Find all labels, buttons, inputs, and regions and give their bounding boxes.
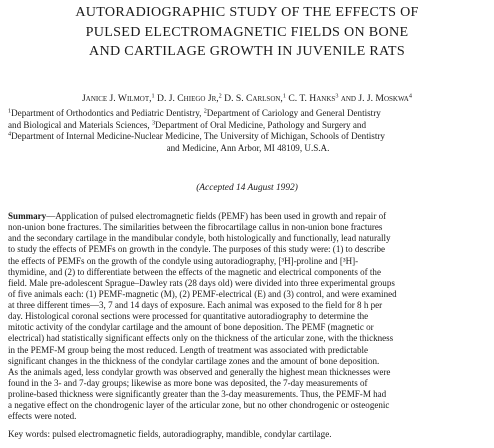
accepted-date: (Accepted 14 August 1992) [196, 183, 298, 193]
abstract-line: proline-based thickness were significantly greater than the 3-day measurements. Thus, the PEMF-M had [8, 389, 387, 399]
abstract-line: effects were noted. [8, 411, 77, 422]
affiliation-mark: 1 [8, 107, 12, 115]
author-affiliation-mark: 1 [282, 92, 286, 100]
author-affiliation-mark: 1 [151, 92, 155, 100]
abstract-line: non-union bone fractures. The similarities between the fibrocartilage callus in non-union bone fractures [8, 222, 383, 233]
abstract-line: and the secondary cartilage in the mandibular condyle, both histologically and functionally, lead naturally [8, 233, 391, 244]
author-affiliation-mark: 3 [335, 92, 339, 100]
author-name: D. S. Carlson, [224, 93, 283, 104]
title-line: PULSED ELECTROMAGNETIC FIELDS ON BONE [85, 23, 409, 40]
abstract-line: of five animals each: (1) PEMF-magnetic (M), (2) PEMF-electrical (E) and (3) control, and were examined [8, 288, 397, 299]
abstract-line: field. Male pre-adolescent Sprague–Dawley rats (28 days old) were divided into three experimental groups [8, 277, 395, 288]
affiliation-line [8, 131, 488, 143]
affiliation-text: Department of Internal Medicine-Nuclear Medicine, The University of Michigan, Schools of Dentistry [11, 131, 385, 142]
abstract-line: in the PEMF-M group being the most reduced. Length of treatment was associated with predictable [8, 344, 369, 355]
abstract-line: at three different times—3, 7 and 14 days of exposure. Each animal was exposed to the field for 8 h per [8, 300, 383, 310]
paper-title [10, 3, 484, 62]
abstract-line: found in the 3- and 7-day groups; likewise as more bone was deposited, the 7-day measurements of [8, 377, 368, 388]
abstract-line: the effects of PEMFs on the growth of the condyle using autoradiography, [³H]-proline and [³H]- [8, 255, 359, 266]
title-line: AUTORADIOGRAPHIC STUDY OF THE EFFECTS OF [75, 4, 419, 20]
abstract-label: Summary [8, 211, 47, 221]
affiliation-mark: 2 [203, 107, 207, 115]
abstract [8, 211, 490, 422]
title-line: AND CARTILAGE GROWTH IN JUVENILE RATS [89, 43, 405, 59]
author-list [0, 93, 494, 105]
author-name: Janice J. Wilmot, [82, 93, 152, 104]
abstract-line: thymidine, and (2) to differentiate between the effects of the magnetic and electrical components of the [8, 266, 381, 277]
affiliation-text: Department of Cariology and General Dentistry [206, 108, 381, 118]
abstract-line: significant changes in the thickness of the condylar cartilage zones and the amount of bone deposition. [8, 355, 380, 366]
affiliations [8, 108, 488, 154]
author-affiliation-mark: 4 [408, 92, 412, 100]
affiliation-line [8, 120, 488, 132]
affiliation-line: and Medicine, Ann Arbor, MI 48109, U.S.A. [166, 142, 330, 153]
affiliation-line [8, 108, 488, 120]
abstract-line [8, 211, 490, 222]
abstract-line: electrical) had statistically significant effects only on the thickness of the articular zone, with the thickness [8, 333, 394, 344]
abstract-line: As the animals aged, less condylar growth was observed and generally the highest mean thicknesses were [8, 366, 391, 377]
abstract-line: a negative effect on the chondrogenic layer of the articular zone, but no other chondrogenic or osteogenic [8, 400, 390, 411]
affiliation-text: Department of Orthodontics and Pediatric Dentistry, [11, 108, 204, 118]
author-name: C. T. Hanks [288, 93, 336, 104]
affiliation-text: Department of Oral Medicine, Pathology and Surgery and [155, 119, 367, 130]
author-name: D. J. Chiego Jr, [157, 93, 219, 104]
abstract-line: mitotic activity of the condylar cartilage and the amount of bone deposition. The PEMF (magnetic or [8, 322, 374, 333]
affiliation-mark: 3 [151, 119, 156, 127]
affiliation-mark: 4 [8, 130, 12, 138]
abstract-text: —Application of pulsed electromagnetic fields (PEMF) has been used in growth and repair of [46, 211, 387, 221]
affiliation-text: and Biological and Materials Sciences, [8, 119, 152, 130]
abstract-line: day. Histological coronal sections were processed for quantitative autoradiography to determine the [8, 311, 369, 322]
author-affiliation-mark: 2 [218, 92, 222, 100]
keywords: Key words: pulsed electromagnetic fields, autoradiography, mandible, condylar cartilage. [8, 429, 332, 439]
abstract-line: to study the effects of PEMFs on growth in the condyle. The purposes of this study were: (1) to describe [8, 244, 386, 255]
author-name: and J. J. Moskwa [340, 93, 409, 104]
